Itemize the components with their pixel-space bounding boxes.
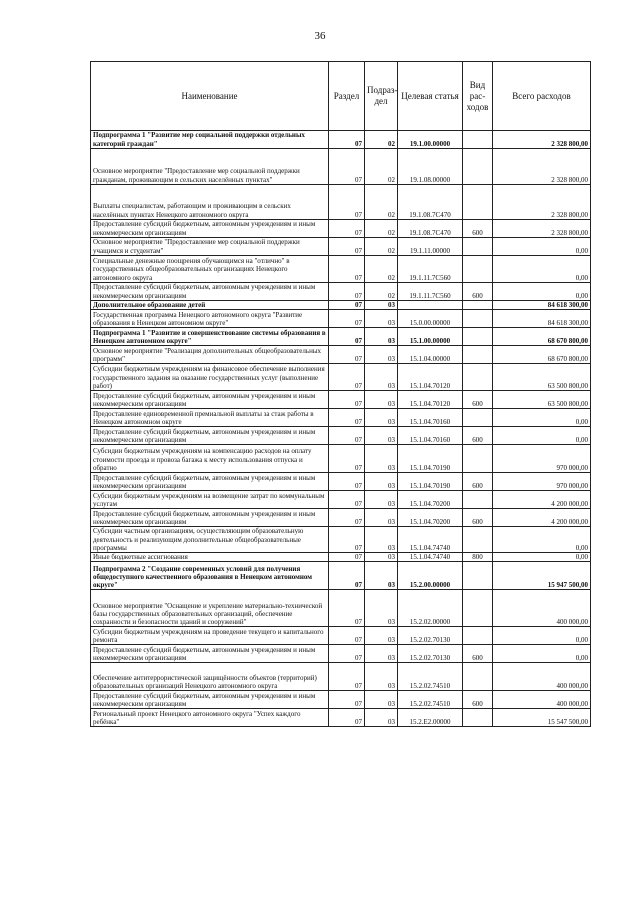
row-target: 15.1.04.70190	[398, 473, 463, 491]
row-total: 63 500 800,00	[493, 364, 591, 391]
row-subsection: 03	[365, 663, 398, 691]
row-expense-type: 600	[463, 391, 493, 409]
table-row	[91, 427, 591, 445]
row-subsection: 03	[365, 645, 398, 663]
row-subsection: 03	[365, 709, 398, 727]
header-name: Наименование	[91, 62, 329, 131]
row-expense-type	[463, 562, 493, 590]
row-expense-type: 800	[463, 553, 493, 562]
row-name: Подпрограмма 1 "Развитие мер социальной поддержки отдельных категорий граждан"	[91, 131, 329, 149]
table-row	[91, 131, 591, 149]
row-expense-type	[463, 445, 493, 473]
row-expense-type	[463, 256, 493, 283]
row-target: 15.1.04.70160	[398, 409, 463, 427]
row-section: 07	[329, 328, 365, 346]
row-target: 15.1.04.70160	[398, 427, 463, 445]
row-total: 0,00	[493, 409, 591, 427]
table-row	[91, 346, 591, 364]
row-name: Специальные денежные поощрения обучающимся на "отлично" в государственных общеобразовательных организациях Ненецкого автономного округа	[91, 256, 329, 283]
row-total: 4 200 000,00	[493, 491, 591, 509]
row-section: 07	[329, 131, 365, 149]
row-section: 07	[329, 645, 365, 663]
row-section: 07	[329, 709, 365, 727]
row-section: 07	[329, 527, 365, 553]
row-subsection: 02	[365, 149, 398, 185]
table-row	[91, 445, 591, 473]
row-name: Дополнительное образование детей	[91, 301, 329, 310]
page-number: 36	[314, 30, 326, 42]
row-expense-type: 600	[463, 283, 493, 301]
header-expense-type: Вид рас-ходов	[463, 62, 493, 131]
row-target: 19.1.11.7С560	[398, 283, 463, 301]
row-section: 07	[329, 391, 365, 409]
row-expense-type	[463, 238, 493, 256]
row-expense-type	[463, 131, 493, 149]
row-subsection: 03	[365, 346, 398, 364]
row-subsection: 03	[365, 562, 398, 590]
row-target: 15.2.02.74510	[398, 663, 463, 691]
row-subsection: 03	[365, 328, 398, 346]
row-total: 63 500 800,00	[493, 391, 591, 409]
row-total: 2 328 800,00	[493, 220, 591, 238]
row-section: 07	[329, 346, 365, 364]
row-total: 970 000,00	[493, 473, 591, 491]
row-section: 07	[329, 238, 365, 256]
header-section: Раздел	[329, 62, 365, 131]
table-header-row	[91, 62, 591, 131]
row-subsection: 03	[365, 590, 398, 627]
row-subsection: 03	[365, 391, 398, 409]
row-expense-type: 600	[463, 220, 493, 238]
row-subsection: 02	[365, 220, 398, 238]
row-target: 15.1.04.00000	[398, 346, 463, 364]
row-target: 19.1.08.7С470	[398, 220, 463, 238]
row-name: Основное мероприятие "Предоставление мер социальной поддержки учащимся и студентам"	[91, 238, 329, 256]
table-row	[91, 627, 591, 645]
table-row	[91, 473, 591, 491]
table-row	[91, 691, 591, 709]
row-subsection: 02	[365, 283, 398, 301]
row-name: Предоставление субсидий бюджетным, автономным учреждениям и иным некоммерческим организациям	[91, 691, 329, 709]
row-section: 07	[329, 691, 365, 709]
table-row	[91, 149, 591, 185]
row-name: Субсидии частным организациям, осуществляющим образовательную деятельность и реализующим дополнительные общеобразовательные программы	[91, 527, 329, 553]
row-total: 400 000,00	[493, 691, 591, 709]
header-subsection: Подраз-дел	[365, 62, 398, 131]
row-section: 07	[329, 256, 365, 283]
row-name: Предоставление субсидий бюджетным, автономным учреждениям и иным некоммерческим организациям	[91, 509, 329, 527]
row-target: 19.1.08.00000	[398, 149, 463, 185]
row-total: 2 328 800,00	[493, 185, 591, 220]
table-row	[91, 283, 591, 301]
table-row	[91, 391, 591, 409]
row-subsection: 02	[365, 238, 398, 256]
row-name: Предоставление единовременной премиальной выплаты за стаж работы в Ненецком автономном округе	[91, 409, 329, 427]
row-subsection: 02	[365, 185, 398, 220]
row-subsection: 02	[365, 256, 398, 283]
row-expense-type: 600	[463, 427, 493, 445]
table-row	[91, 645, 591, 663]
table-row	[91, 364, 591, 391]
row-section: 07	[329, 149, 365, 185]
row-section: 07	[329, 553, 365, 562]
table-row	[91, 663, 591, 691]
row-subsection: 03	[365, 553, 398, 562]
row-target: 15.1.04.70120	[398, 364, 463, 391]
table-row	[91, 310, 591, 328]
row-name: Основное мероприятие "Реализация дополнительных общеобразовательных программ"	[91, 346, 329, 364]
row-expense-type	[463, 310, 493, 328]
row-section: 07	[329, 427, 365, 445]
row-section: 07	[329, 220, 365, 238]
row-section: 07	[329, 445, 365, 473]
row-expense-type	[463, 346, 493, 364]
row-expense-type	[463, 301, 493, 310]
row-section: 07	[329, 310, 365, 328]
row-target: 19.1.08.7С470	[398, 185, 463, 220]
row-expense-type	[463, 364, 493, 391]
row-expense-type	[463, 328, 493, 346]
row-total: 970 000,00	[493, 445, 591, 473]
row-total: 0,00	[493, 427, 591, 445]
row-expense-type	[463, 409, 493, 427]
row-target: 15.2.Е2.00000	[398, 709, 463, 727]
table-row	[91, 709, 591, 727]
row-total: 0,00	[493, 627, 591, 645]
row-subsection: 03	[365, 301, 398, 310]
row-expense-type	[463, 491, 493, 509]
row-section: 07	[329, 283, 365, 301]
table-row	[91, 562, 591, 590]
row-target: 15.1.00.00000	[398, 328, 463, 346]
header-target: Целевая статья	[398, 62, 463, 131]
row-target: 15.2.00.00000	[398, 562, 463, 590]
row-expense-type	[463, 663, 493, 691]
row-name: Основное мероприятие "Предоставление мер социальной поддержки гражданам, проживающим в сельских населённых пунктах"	[91, 149, 329, 185]
row-total: 84 618 300,00	[493, 310, 591, 328]
row-total: 0,00	[493, 238, 591, 256]
row-section: 07	[329, 562, 365, 590]
row-expense-type	[463, 627, 493, 645]
row-name: Выплаты специалистам, работающим и проживающим в сельских населённых пунктах Ненецкого автономного округа	[91, 185, 329, 220]
row-name: Субсидии бюджетным учреждениям на возмещение затрат по коммунальным услугам	[91, 491, 329, 509]
row-name: Субсидии бюджетным учреждениям на проведение текущего и капитального ремонта	[91, 627, 329, 645]
row-target: 15.0.00.00000	[398, 310, 463, 328]
row-expense-type	[463, 149, 493, 185]
row-name: Субсидии бюджетным учреждениям на компенсацию расходов на оплату стоимости проезда и провоза багажа к месту использования отпуска и обратно	[91, 445, 329, 473]
row-target: 15.2.02.70130	[398, 627, 463, 645]
row-name: Предоставление субсидий бюджетным, автономным учреждениям и иным некоммерческим организациям	[91, 283, 329, 301]
table-row	[91, 220, 591, 238]
row-expense-type: 600	[463, 473, 493, 491]
row-name: Государственная программа Ненецкого автономного округа "Развитие образования в Ненецком автономном округе"	[91, 310, 329, 328]
row-subsection: 03	[365, 491, 398, 509]
row-subsection: 03	[365, 427, 398, 445]
row-total: 68 670 800,00	[493, 328, 591, 346]
table-row	[91, 527, 591, 553]
row-section: 07	[329, 590, 365, 627]
row-name: Предоставление субсидий бюджетным, автономным учреждениям и иным некоммерческим организациям	[91, 427, 329, 445]
row-total: 4 200 000,00	[493, 509, 591, 527]
row-section: 07	[329, 473, 365, 491]
table-row	[91, 409, 591, 427]
table-row	[91, 238, 591, 256]
row-total: 68 670 800,00	[493, 346, 591, 364]
row-target: 15.2.02.00000	[398, 590, 463, 627]
row-expense-type: 600	[463, 509, 493, 527]
row-name: Субсидии бюджетным учреждениям на финансовое обеспечение выполнения государственного задания на оказание государственных услуг (выполнение работ)	[91, 364, 329, 391]
row-section: 07	[329, 491, 365, 509]
table-row	[91, 590, 591, 627]
table-row	[91, 509, 591, 527]
row-section: 07	[329, 185, 365, 220]
table-row	[91, 185, 591, 220]
row-name: Региональный проект Ненецкого автономного округа "Успех каждого ребёнка"	[91, 709, 329, 727]
row-target: 19.1.11.00000	[398, 238, 463, 256]
row-total: 15 547 500,00	[493, 709, 591, 727]
row-name: Предоставление субсидий бюджетным, автономным учреждениям и иным некоммерческим организациям	[91, 220, 329, 238]
row-subsection: 03	[365, 627, 398, 645]
row-subsection: 03	[365, 473, 398, 491]
row-name: Предоставление субсидий бюджетным, автономным учреждениям и иным некоммерческим организациям	[91, 391, 329, 409]
row-total: 0,00	[493, 283, 591, 301]
row-total: 2 328 800,00	[493, 149, 591, 185]
table-row	[91, 491, 591, 509]
row-total: 2 328 800,00	[493, 131, 591, 149]
row-name: Обеспечение антитеррористической защищённости объектов (территорий) образовательных организаций Ненецкого автономного округа	[91, 663, 329, 691]
row-name: Подпрограмма 1 "Развитие и совершенствование системы образования в Ненецком автономном округе"	[91, 328, 329, 346]
row-name: Иные бюджетные ассигнования	[91, 553, 329, 562]
row-total: 0,00	[493, 645, 591, 663]
row-total: 0,00	[493, 527, 591, 553]
table-body	[91, 131, 591, 727]
row-subsection: 03	[365, 445, 398, 473]
table-row	[91, 553, 591, 562]
table-row	[91, 301, 591, 310]
row-total: 0,00	[493, 256, 591, 283]
row-name: Подпрограмма 2 "Создание современных условий для получения общедоступного качественного образования в Ненецком автономном округе"	[91, 562, 329, 590]
row-name: Основное мероприятие "Оснащение и укрепление материально-технической базы государственных образовательных организаций, обеспечение сохранности и безопасности зданий и сооружений"	[91, 590, 329, 627]
row-subsection: 02	[365, 131, 398, 149]
row-subsection: 03	[365, 509, 398, 527]
header-total: Всего расходов	[493, 62, 591, 131]
row-target: 15.2.02.74510	[398, 691, 463, 709]
budget-table	[90, 61, 591, 727]
row-section: 07	[329, 663, 365, 691]
row-expense-type	[463, 590, 493, 627]
row-section: 07	[329, 627, 365, 645]
row-total: 84 618 300,00	[493, 301, 591, 310]
row-total: 400 000,00	[493, 663, 591, 691]
row-target: 15.1.04.70120	[398, 391, 463, 409]
row-target: 19.1.11.7С560	[398, 256, 463, 283]
row-subsection: 03	[365, 691, 398, 709]
row-target: 15.1.04.74740	[398, 527, 463, 553]
row-target: 15.1.04.70190	[398, 445, 463, 473]
row-target: 15.1.04.70200	[398, 509, 463, 527]
row-section: 07	[329, 301, 365, 310]
row-target: 15.1.04.70200	[398, 491, 463, 509]
row-total: 15 947 500,00	[493, 562, 591, 590]
table-row	[91, 256, 591, 283]
row-target: 15.2.02.70130	[398, 645, 463, 663]
row-subsection: 03	[365, 409, 398, 427]
row-total: 400 000,00	[493, 590, 591, 627]
row-section: 07	[329, 509, 365, 527]
row-subsection: 03	[365, 527, 398, 553]
row-target	[398, 301, 463, 310]
row-expense-type	[463, 185, 493, 220]
row-expense-type	[463, 709, 493, 727]
row-subsection: 03	[365, 364, 398, 391]
row-expense-type	[463, 527, 493, 553]
row-name: Предоставление субсидий бюджетным, автономным учреждениям и иным некоммерческим организациям	[91, 473, 329, 491]
row-target: 19.1.00.00000	[398, 131, 463, 149]
row-section: 07	[329, 409, 365, 427]
row-total: 0,00	[493, 553, 591, 562]
row-expense-type: 600	[463, 645, 493, 663]
row-subsection: 03	[365, 310, 398, 328]
table-row	[91, 328, 591, 346]
row-name: Предоставление субсидий бюджетным, автономным учреждениям и иным некоммерческим организациям	[91, 645, 329, 663]
row-section: 07	[329, 364, 365, 391]
row-target: 15.1.04.74740	[398, 553, 463, 562]
row-expense-type: 600	[463, 691, 493, 709]
